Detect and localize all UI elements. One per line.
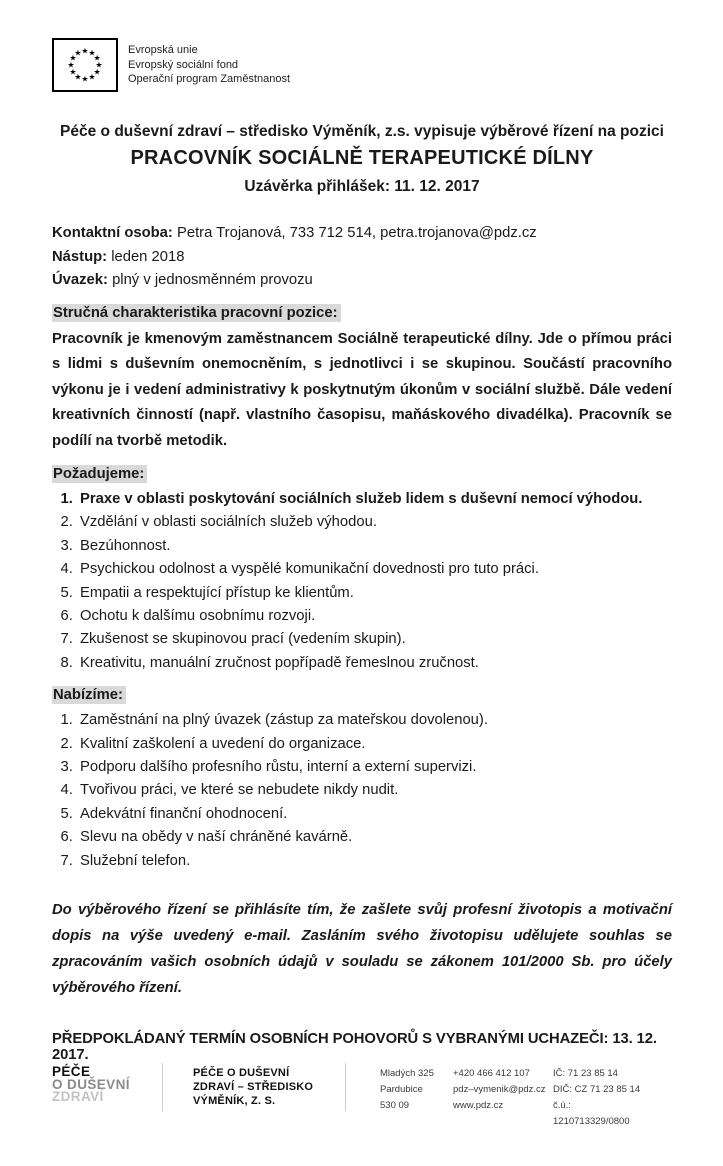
requirements-section xyxy=(52,465,672,675)
requirements-list xyxy=(52,488,672,675)
svg-text:★: ★ xyxy=(74,72,82,82)
svg-text:★: ★ xyxy=(93,67,101,77)
svg-text:★: ★ xyxy=(69,67,77,77)
requirement-item: 1. Praxe v oblasti poskytování sociálních služeb lidem s duševní nemocí výhodou. xyxy=(77,488,672,511)
offer-item: 1. Zaměstnání na plný úvazek (zástup za mateřskou dovolenou). xyxy=(77,709,672,732)
footer-registration-ids xyxy=(553,1063,649,1130)
contact-person-row xyxy=(52,222,672,246)
position-title: PRACOVNÍK SOCIÁLNĚ TERAPEUTICKÉ DÍLNY xyxy=(130,147,594,169)
requirements-heading: Požadujeme: xyxy=(52,465,147,483)
logo-line-2: O DUŠEVNÍ xyxy=(52,1076,130,1092)
requirement-item: 4. Psychickou odolnost a vyspělé komunikační dovednosti pro tuto práci. xyxy=(77,558,672,581)
offer-item: 4. Tvořivou práci, ve které se nebudete nikdy nudit. xyxy=(77,779,672,802)
requirement-item: 3. Bezúhonnost. xyxy=(77,535,672,558)
eu-flag-icon xyxy=(52,38,118,92)
characteristics-heading: Stručná charakteristika pracovní pozice: xyxy=(52,304,341,322)
offer-item: 5. Adekvátní finanční ohodnocení. xyxy=(77,803,672,826)
offer-item: 3. Podporu dalšího profesního růstu, interní a externí supervizi. xyxy=(77,756,672,779)
requirement-item: 8. Kreativitu, manuální zručnost popřípadě řemeslnou zručnost. xyxy=(77,652,672,675)
footer-phone: +420 466 412 107 xyxy=(453,1068,530,1080)
contact-person-label: Kontaktní osoba: xyxy=(52,225,173,241)
requirement-item: 5. Empatii a respektující přístup ke klientům. xyxy=(77,582,672,605)
footer-website: www.pdz.cz xyxy=(453,1100,504,1112)
workload-row xyxy=(52,269,672,293)
footer-contact xyxy=(453,1063,553,1114)
eu-line-union: Evropská unie xyxy=(128,44,198,56)
svg-text:★: ★ xyxy=(93,53,101,63)
requirement-item: 6. Ochotu k dalšímu osobnímu rozvoji. xyxy=(77,605,672,628)
organization-logo xyxy=(52,1063,162,1104)
address-street: Mladých 325 xyxy=(380,1068,434,1080)
application-instructions: Do výběrového řízení se přihlásíte tím, že zašlete svůj profesní životopis a motivační dopis na výše uvedený e-mail. Zasláním svého životopisu udělujete souhlas se zpracováním vašich osobních údajů v souladu se zákonem 101/2000 Sb. pro účely výběrového řízení. xyxy=(52,902,672,997)
eu-flag-stars xyxy=(54,40,116,90)
announcement-line: Péče o duševní zdraví – středisko Výměník, z.s. vypisuje výběrové řízení na pozici xyxy=(60,123,664,140)
svg-text:★: ★ xyxy=(74,48,82,58)
svg-text:★: ★ xyxy=(95,60,103,70)
organization-footer xyxy=(52,1063,672,1166)
footer-divider xyxy=(345,1063,346,1111)
requirement-item: 7. Zkušenost se skupinovou prací (vedením skupin). xyxy=(77,628,672,651)
svg-text:★: ★ xyxy=(67,60,75,70)
footer-address xyxy=(380,1063,453,1114)
start-date-row xyxy=(52,246,672,270)
footer-email: pdz–vymenik@pdz.cz xyxy=(453,1084,546,1096)
contact-block xyxy=(52,222,672,293)
requirement-item: 2. Vzdělání v oblasti sociálních služeb výhodou. xyxy=(77,511,672,534)
start-date-label: Nástup: xyxy=(52,248,108,265)
svg-text:★: ★ xyxy=(88,72,96,82)
characteristics-section xyxy=(52,304,672,455)
vat-id: DIČ: CZ 71 23 85 14 xyxy=(553,1084,641,1096)
application-deadline: Uzávěrka přihlášek: 11. 12. 2017 xyxy=(244,178,480,195)
logo-line-1: PÉČE xyxy=(52,1064,91,1080)
company-id: IČ: 71 23 85 14 xyxy=(553,1068,618,1080)
svg-text:★: ★ xyxy=(88,48,96,58)
svg-text:★: ★ xyxy=(81,46,89,56)
svg-text:★: ★ xyxy=(81,74,89,84)
footer-divider xyxy=(162,1063,163,1111)
eu-line-program: Operační program Zaměstnanost xyxy=(128,73,291,85)
org-name-line: ZDRAVÍ – STŘEDISKO xyxy=(193,1081,314,1094)
offer-item: 6. Slevu na obědy v naší chráněné kavárně. xyxy=(77,826,672,849)
eu-program-lines xyxy=(128,38,290,87)
offer-item: 7. Služební telefon. xyxy=(77,850,672,873)
workload-label: Úvazek: xyxy=(52,272,108,288)
eu-line-fund: Evropský sociální fond xyxy=(128,58,239,71)
address-zip: 530 09 xyxy=(380,1100,410,1112)
eu-program-header xyxy=(52,38,672,92)
svg-text:★: ★ xyxy=(69,53,77,63)
interview-date-note: PŘEDPOKLÁDANÝ TERMÍN OSOBNÍCH POHOVORŮ S VYBRANÝMI UCHAZEČI: 13. 12. 2017. xyxy=(52,1031,657,1064)
contact-person-value: Petra Trojanová, 733 712 514, petra.trojanova@pdz.cz xyxy=(176,225,537,241)
org-name-line: VÝMĚNÍK, Z. S. xyxy=(193,1095,276,1108)
org-name-line: PÉČE O DUŠEVNÍ xyxy=(193,1067,290,1080)
offer-section xyxy=(52,686,672,873)
workload-value: plný v jednosměnném provozu xyxy=(112,272,313,288)
offer-list xyxy=(52,709,672,873)
organization-name xyxy=(193,1063,345,1108)
offer-heading: Nabízíme: xyxy=(52,686,126,704)
bank-account: č.ú.: 1210713329/0800 xyxy=(553,1100,630,1128)
logo-line-3: ZDRAVÍ xyxy=(52,1089,104,1105)
offer-item: 2. Kvalitní zaškolení a uvedení do organizace. xyxy=(77,733,672,756)
characteristics-paragraph: Pracovník je kmenovým zaměstnancem Sociálně terapeutické dílny. Jde o přímou práci s lidmi s duševním onemocněním, s jednotlivci i se skupinou. Součástí pracovního výkonu je i vedení administrativy k poskytnutým úkonům v sociální službě. Dále vedení kreativních činností (např. vlastního časopisu, maňáskového divadélka). Pracovník se podílí na tvorbě metodik. xyxy=(52,330,672,449)
address-city: Pardubice xyxy=(380,1084,423,1096)
start-date-value: leden 2018 xyxy=(111,248,185,265)
title-block xyxy=(52,123,672,196)
